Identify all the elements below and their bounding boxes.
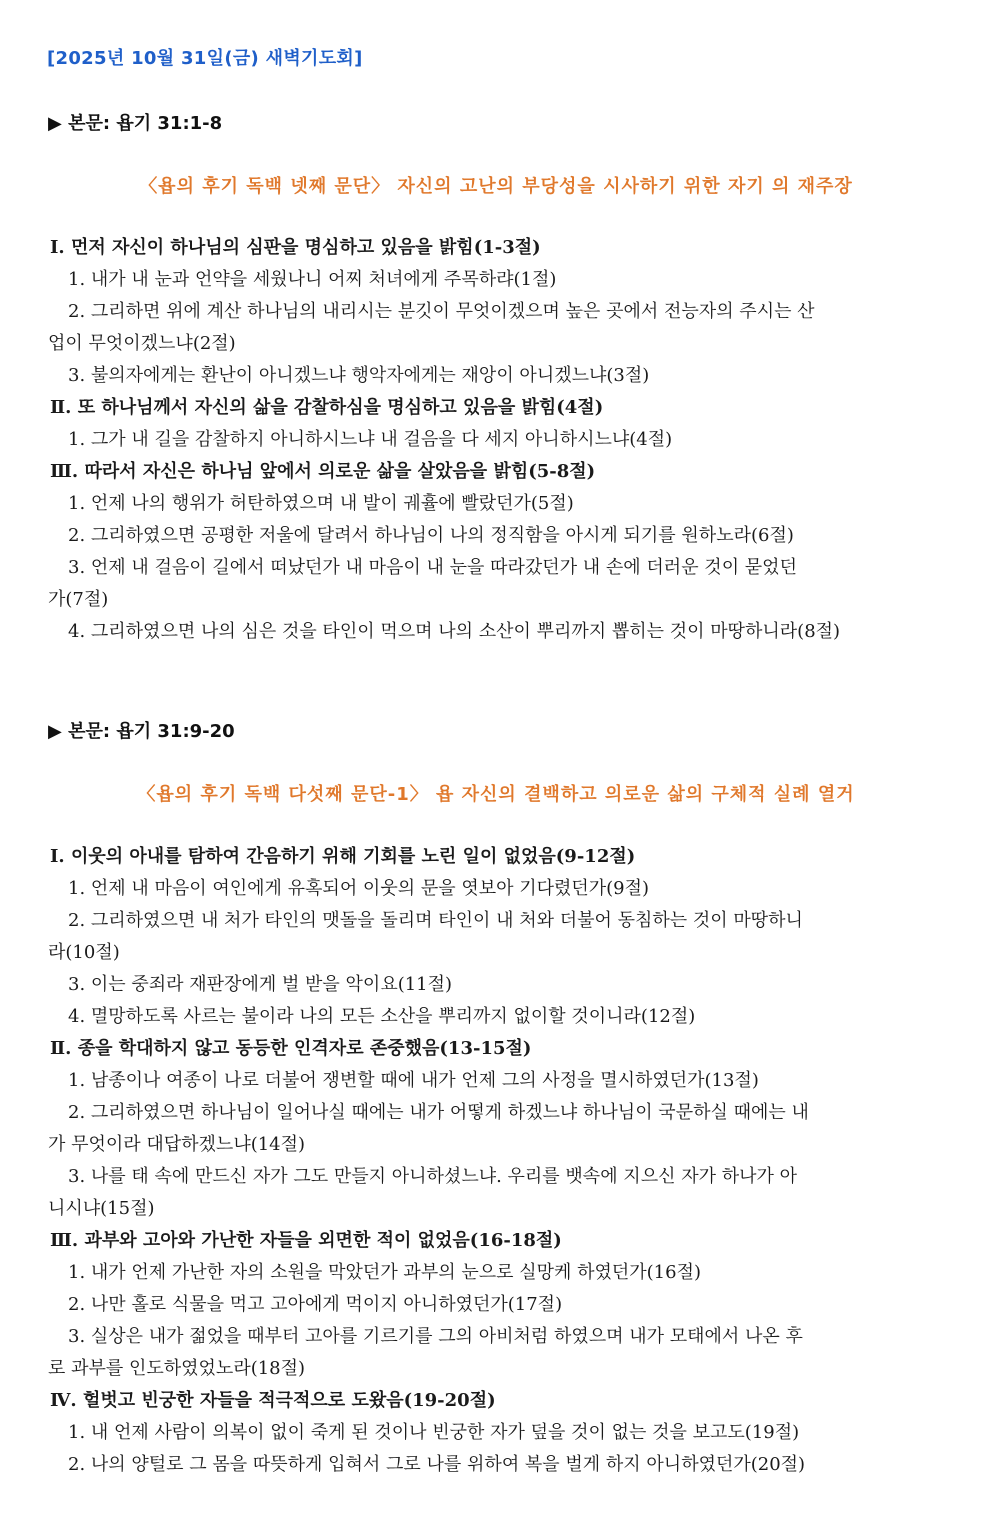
outline-heading: Ⅰ. 이웃의 아내를 탐하여 간음하기 위해 기회를 노린 일이 없었음(9-12절) — [50, 846, 636, 867]
scripture-reference-1 — [48, 109, 222, 135]
scripture-reference-2 — [48, 717, 235, 743]
verse-line — [48, 1001, 946, 1033]
scripture-reference-label: ▶ 본문: 욥기 31:1-8 — [48, 113, 223, 134]
outline-heading: Ⅳ. 헐벗고 빈궁한 자들을 적극적으로 도왔음(19-20절) — [50, 1390, 496, 1411]
verse-line — [48, 1065, 946, 1097]
service-date-title: [2025년 10월 31일(금) 새벽기도회] — [47, 48, 363, 69]
verse-text: 2. 그리하였으면 공평한 저울에 달려서 하나님이 나의 정직함을 아시게 되기를 원하노라(6절) — [68, 525, 794, 546]
verse-continuation: 가(7절) — [48, 589, 109, 610]
verse-text: 2. 나의 양털로 그 몸을 따뜻하게 입혀서 그로 나를 위하여 복을 벌게 하지 아니하였던가(20절) — [68, 1454, 806, 1475]
section-theme-1: 〈욥의 후기 독백 넷째 문단〉 자신의 고난의 부당성을 시사하기 위한 자기 의 재주장 — [139, 176, 853, 197]
verse-line — [48, 1321, 946, 1385]
outline-heading: Ⅰ. 먼저 자신이 하나님의 심판을 명심하고 있음을 밝힘(1-3절) — [50, 237, 541, 258]
verse-text: 3. 이는 중죄라 재판장에게 벌 받을 악이요(11절) — [68, 974, 453, 995]
verse-line — [48, 1257, 946, 1289]
verse-text: 3. 나를 태 속에 만드신 자가 그도 만들지 아니하셨느냐. 우리를 뱃속에 지으신 자가 하나가 아 — [68, 1166, 797, 1187]
verse-text: 1. 남종이나 여종이 나로 더불어 쟁변할 때에 내가 언제 그의 사정을 멸시하였던가(13절) — [68, 1070, 759, 1091]
verse-continuation: 니시냐(15절) — [48, 1198, 155, 1219]
verse-line — [48, 1097, 946, 1161]
verse-line — [48, 1417, 946, 1449]
verse-line — [48, 552, 946, 616]
verse-line — [48, 616, 946, 648]
verse-text: 1. 내 언제 사람이 의복이 없이 죽게 된 것이나 빈궁한 자가 덮을 것이 없는 것을 보고도(19절) — [68, 1422, 800, 1443]
outline-heading: Ⅲ. 과부와 고아와 가난한 자들을 외면한 적이 없었음(16-18절) — [50, 1230, 562, 1251]
verse-text: 3. 언제 내 걸음이 길에서 떠났던가 내 마음이 내 눈을 따라갔던가 내 손에 더러운 것이 묻었던 — [68, 557, 797, 578]
verse-text: 4. 멸망하도록 사르는 불이라 나의 모든 소산을 뿌리까지 없이할 것이니라(12절) — [68, 1006, 696, 1027]
outline-heading: Ⅱ. 또 하나님께서 자신의 삶을 감찰하심을 명심하고 있음을 밝힘(4절) — [50, 397, 604, 418]
verse-text: 4. 그리하였으면 나의 심은 것을 타인이 먹으며 나의 소산이 뿌리까지 뽑히는 것이 마땅하니라(8절) — [68, 621, 841, 642]
verse-line — [48, 424, 946, 456]
section-theme-2: 〈욥의 후기 독백 다섯째 문단-1〉 욥 자신의 결백하고 의로운 삶의 구체적 실례 열거 — [137, 784, 855, 805]
verse-continuation: 업이 무엇이겠느냐(2절) — [48, 333, 236, 354]
verse-line — [48, 1449, 946, 1481]
scripture-reference-label: ▶ 본문: 욥기 31:9-20 — [48, 721, 235, 742]
verse-line — [48, 296, 946, 360]
verse-text: 2. 그리하면 위에 계산 하나님의 내리시는 분깃이 무엇이겠으며 높은 곳에서 전능자의 주시는 산 — [68, 301, 815, 322]
verse-text: 2. 그리하였으면 하나님이 일어나실 때에는 내가 어떻게 하겠느냐 하나님이 국문하실 때에는 내 — [68, 1102, 809, 1123]
verse-text: 1. 내가 언제 가난한 자의 소원을 막았던가 과부의 눈으로 실망케 하였던가(16절) — [68, 1262, 701, 1283]
verse-text: 2. 그리하였으면 내 처가 타인의 맷돌을 돌리며 타인이 내 처와 더불어 동침하는 것이 마땅하니 — [68, 910, 803, 931]
verse-line — [48, 520, 946, 552]
verse-line — [48, 360, 946, 392]
verse-line — [48, 1161, 946, 1225]
verse-line — [48, 488, 946, 520]
verse-line — [48, 264, 946, 296]
verse-continuation: 가 무엇이라 대답하겠느냐(14절) — [48, 1134, 306, 1155]
sermon-outline-1 — [48, 232, 946, 648]
verse-text: 1. 내가 내 눈과 언약을 세웠나니 어찌 처녀에게 주목하랴(1절) — [68, 269, 557, 290]
outline-heading: Ⅲ. 따라서 자신은 하나님 앞에서 의로운 삶을 살았음을 밝힘(5-8절) — [50, 461, 596, 482]
verse-continuation: 라(10절) — [48, 942, 120, 963]
verse-text: 1. 그가 내 길을 감찰하지 아니하시느냐 내 걸음을 다 세지 아니하시느냐(4절) — [68, 429, 673, 450]
verse-text: 1. 언제 나의 행위가 허탄하였으며 내 발이 궤휼에 빨랐던가(5절) — [68, 493, 574, 514]
verse-continuation: 로 과부를 인도하였었노라(18절) — [48, 1358, 306, 1379]
verse-text: 3. 실상은 내가 젊었을 때부터 고아를 기르기를 그의 아비처럼 하였으며 내가 모태에서 나온 후 — [68, 1326, 803, 1347]
verse-text: 3. 불의자에게는 환난이 아니겠느냐 행악자에게는 재앙이 아니겠느냐(3절) — [68, 365, 650, 386]
verse-line — [48, 1289, 946, 1321]
verse-line — [48, 969, 946, 1001]
verse-text: 2. 나만 홀로 식물을 먹고 고아에게 먹이지 아니하였던가(17절) — [68, 1294, 563, 1315]
verse-line — [48, 905, 946, 969]
sermon-outline-2 — [48, 841, 946, 1481]
verse-line — [48, 873, 946, 905]
outline-heading: Ⅱ. 종을 학대하지 않고 동등한 인격자로 존중했음(13-15절) — [50, 1038, 532, 1059]
verse-text: 1. 언제 내 마음이 여인에게 유혹되어 이웃의 문을 엿보아 기다렸던가(9절) — [68, 878, 650, 899]
